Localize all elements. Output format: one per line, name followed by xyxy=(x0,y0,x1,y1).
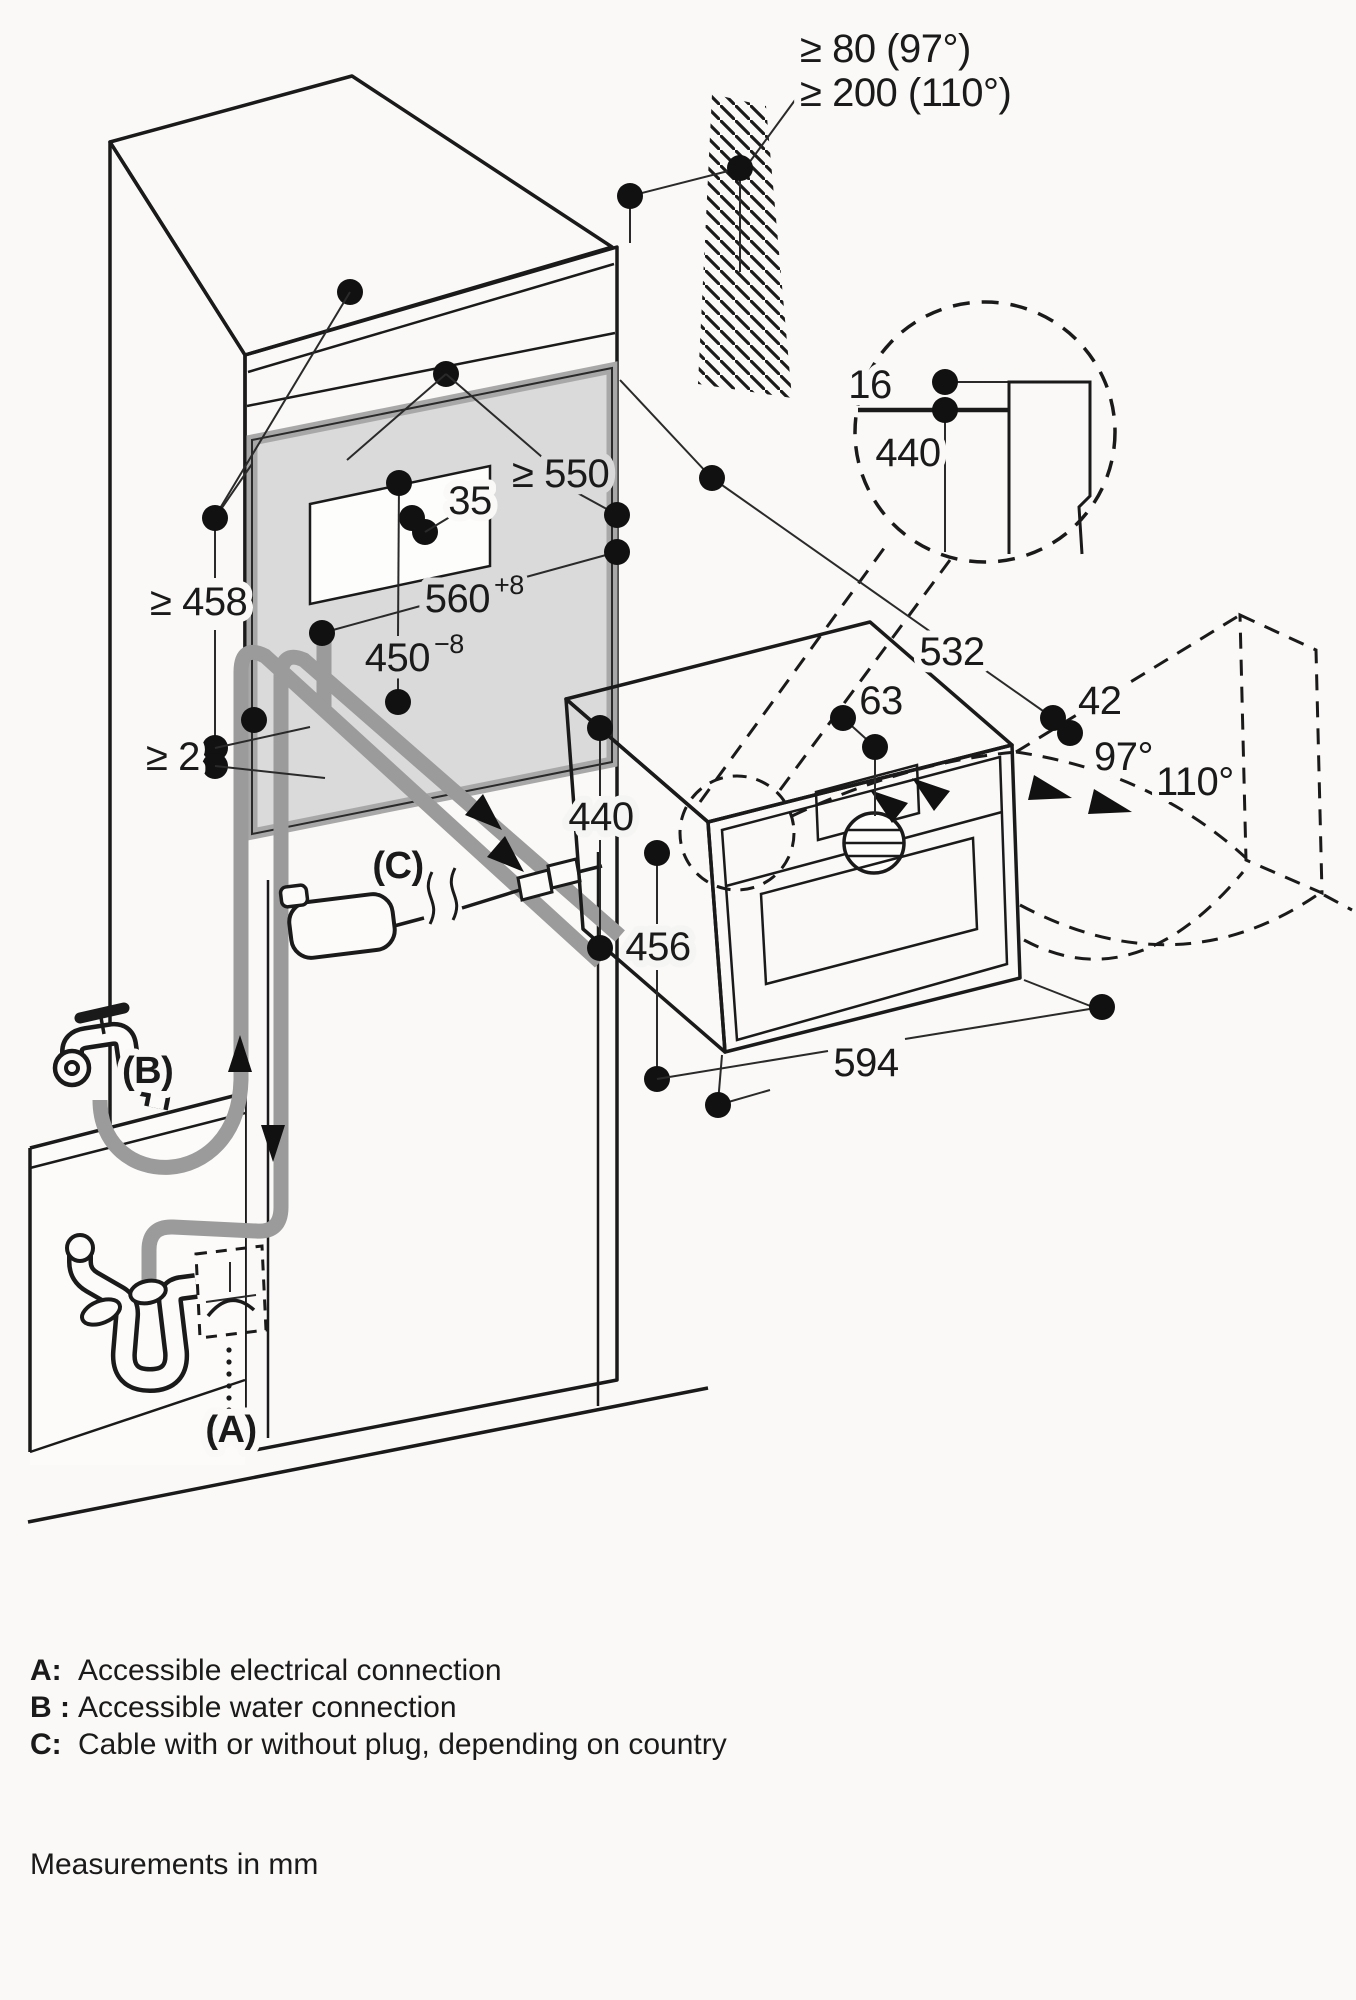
min-opening-label: ≥ 458 xyxy=(150,580,248,624)
oven-front-face xyxy=(708,745,1020,1052)
oven-door-frame xyxy=(722,757,1007,1040)
wall-hatch xyxy=(698,94,792,398)
niche-recess-label: 35 xyxy=(448,479,492,523)
swing-arc-110 xyxy=(1020,893,1320,945)
dim-440-dot-a xyxy=(587,715,613,741)
dim-532-dot-a xyxy=(699,465,725,491)
cable-connector-1 xyxy=(518,870,552,900)
dim-594-dot-b xyxy=(1089,994,1115,1020)
niche-width-tol: +8 xyxy=(494,570,524,600)
appliance-depth-label: 532 xyxy=(919,630,985,674)
dim-532-ext xyxy=(620,380,708,474)
legend-key-a: A: xyxy=(30,1654,62,1687)
dim-594-line-b xyxy=(905,1007,1102,1039)
niche-width-label: 560 xyxy=(424,577,490,621)
legend-key-b: B : xyxy=(30,1691,70,1724)
dim-594-dot-a xyxy=(705,1092,731,1118)
legend-row-b xyxy=(30,1689,727,1726)
dim-450-dot-b xyxy=(385,689,411,715)
body-height-label: 440 xyxy=(568,795,634,839)
niche-depth-label: ≥ 550 xyxy=(512,452,610,496)
dim-63-dot-a xyxy=(830,705,856,731)
door-angle-1-label: 97° xyxy=(1094,735,1153,779)
dim-450-dot-a xyxy=(386,470,412,496)
width-label: 594 xyxy=(833,1041,899,1085)
dim-440-dot-b xyxy=(587,935,613,961)
dim-450-line-a xyxy=(398,483,399,636)
legend-row-c xyxy=(30,1726,727,1763)
clearance-dot-1 xyxy=(617,183,643,209)
clearance-dot-2 xyxy=(727,155,753,181)
legend-text-b: Accessible water connection xyxy=(78,1691,457,1724)
cabinet-top-board-line xyxy=(248,264,614,372)
niche-corner-dot xyxy=(241,707,267,733)
clearance-label-1: ≥ 80 (97°) xyxy=(800,27,971,71)
open-door-outline xyxy=(1240,615,1322,893)
cable-segment-1 xyxy=(394,918,424,926)
callout-a-label: (A) xyxy=(205,1409,257,1451)
callout-b-label: (B) xyxy=(122,1050,174,1092)
cable-break-mark-2 xyxy=(451,868,456,920)
niche-height-tol: −8 xyxy=(434,629,464,659)
swing-arrow-3-icon xyxy=(1028,775,1072,800)
dim-594-line-a xyxy=(657,1051,828,1079)
front-height-label: 456 xyxy=(625,925,691,969)
legend-text-c: Cable with or without plug, depending on country xyxy=(78,1728,727,1761)
cabinet-top-face xyxy=(110,76,612,355)
dim-42-dot xyxy=(1057,720,1083,746)
min-gap-label: ≥ 2 xyxy=(146,735,200,779)
detail-gap-label: 16 xyxy=(848,363,892,407)
door-angle-2-label: 110° xyxy=(1156,760,1234,804)
legend-key-c: C: xyxy=(30,1728,62,1761)
cable-break-mark-1 xyxy=(428,872,433,924)
detail-link-line-2 xyxy=(780,560,950,790)
niche-height-label: 450 xyxy=(364,636,430,680)
callout-c-label: (C) xyxy=(372,845,424,887)
legend-text-a: Accessible electrical connection xyxy=(78,1654,502,1687)
detail-dot-2 xyxy=(932,397,958,423)
dim-594-ext-c xyxy=(1024,980,1098,1009)
swing-line-top xyxy=(1016,615,1240,752)
legend xyxy=(30,1652,727,1763)
frame-offset-label: 42 xyxy=(1078,679,1122,723)
dim-456-dot-a xyxy=(644,840,670,866)
faucet-handle-bar xyxy=(80,1008,124,1018)
measurement-note: Measurements in mm xyxy=(30,1848,319,1881)
dim-63-dot-b xyxy=(862,734,888,760)
detail-link-line-1 xyxy=(700,540,890,802)
clearance-label-2: ≥ 200 (110°) xyxy=(800,71,1012,115)
detail-height-label: 440 xyxy=(875,431,941,475)
faucet-flange xyxy=(55,1051,89,1085)
swing-arc-97 xyxy=(1024,872,1243,959)
legend-row-a xyxy=(30,1652,727,1689)
siphon-mouth xyxy=(67,1235,93,1261)
swing-arrow-4-icon xyxy=(1088,789,1132,814)
plug-nub xyxy=(280,884,308,907)
knob-offset-label: 63 xyxy=(859,679,903,723)
dim-560-dot-b xyxy=(309,620,335,646)
detail-dot-1 xyxy=(932,369,958,395)
dim-458-dot-top xyxy=(202,505,228,531)
dim-560-dot-a xyxy=(604,539,630,565)
dim-550-dot xyxy=(604,502,630,528)
cable-segment-2 xyxy=(462,890,520,908)
swing-dash-tail xyxy=(1324,895,1352,910)
cable-connector-2 xyxy=(548,859,580,888)
